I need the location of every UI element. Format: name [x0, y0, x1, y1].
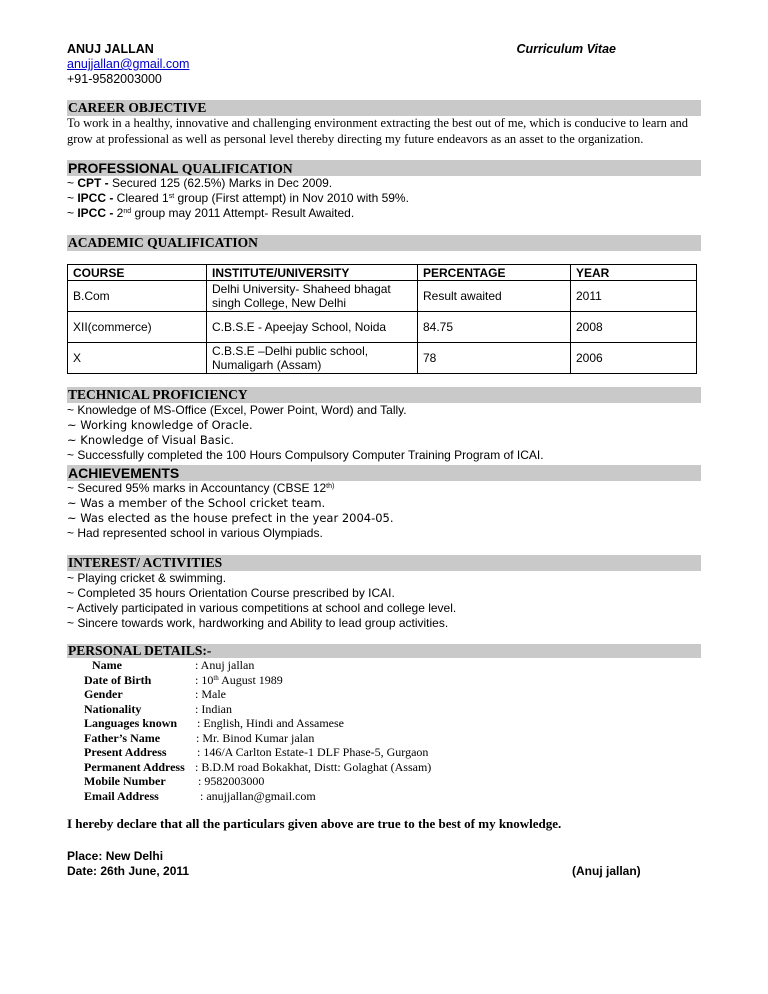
achievements-heading: ACHIEVEMENTS [67, 465, 701, 481]
table-cell: Delhi University- Shaheed bhagat singh College, New Delhi [207, 281, 418, 312]
technical-proficiency-heading: TECHNICAL PROFICIENCY [67, 387, 701, 403]
table-cell: 78 [418, 343, 571, 374]
detail-label: Date of Birth [84, 672, 152, 687]
footer [67, 849, 701, 879]
table-row [68, 312, 697, 343]
detail-label: Languages known [84, 716, 178, 730]
table-cell: B.Com [68, 281, 207, 312]
detail-row [67, 673, 701, 688]
resume-page [67, 42, 701, 879]
column-header: YEAR [571, 265, 697, 281]
detail-value: : B.D.M road Bokakhat, Distt: Golaghat (Assam) [195, 759, 432, 774]
personal-details [67, 658, 701, 803]
detail-row [67, 731, 701, 746]
list-item: ~ Knowledge of MS-Office (Excel, Power Point, Word) and Tally. [67, 403, 407, 417]
column-header: PERCENTAGE [418, 265, 571, 281]
table-cell: C.B.S.E –Delhi public school, Numaligarh (Assam) [207, 343, 418, 374]
list-item: ~ Secured 95% marks in Accountancy (CBSE $12^{th)}$ [67, 481, 335, 495]
detail-label: Gender [84, 687, 123, 701]
academic-qualification-heading: ACADEMIC QUALIFICATION [67, 235, 701, 251]
place-text: Place: New Delhi [67, 849, 164, 863]
interest-activities-heading: INTEREST/ ACTIVITIES [67, 555, 701, 571]
list-item: ~ Successfully completed the 100 Hours Compulsory Computer Training Program of ICAI. [67, 448, 544, 462]
header-row [67, 42, 701, 57]
document-title: Curriculum Vitae [516, 42, 616, 56]
signature-name: (Anuj jallan) [572, 864, 641, 878]
career-objective-text: To work in a healthy, innovative and challenging environment extracting the best out of me, which is conducive to learn and grow at professional as well as personal level thereby directing my future endeavors as an asset to the organization. [67, 116, 689, 146]
table-cell: 2006 [571, 343, 697, 374]
list-item: ~ Working knowledge of Oracle. [67, 418, 253, 432]
detail-row [67, 658, 701, 673]
date-row [67, 864, 701, 879]
detail-value: : Indian [195, 701, 232, 716]
detail-row [67, 774, 701, 789]
detail-row [67, 789, 701, 804]
detail-label: Mobile Number [84, 774, 166, 788]
detail-value: : 9582003000 [198, 774, 265, 788]
detail-value: : Mr. Binod Kumar jalan [196, 730, 315, 745]
table-row [68, 343, 697, 374]
table-cell: 2008 [571, 312, 697, 343]
table-cell: C.B.S.E - Apeejay School, Noida [207, 312, 418, 343]
list-item: ~ Knowledge of Visual Basic. [67, 433, 234, 447]
column-header: COURSE [68, 265, 207, 281]
detail-row [67, 745, 701, 760]
detail-row [67, 760, 701, 775]
phone-number: +91-9582003000 [67, 72, 162, 86]
table-cell: XII(commerce) [68, 312, 207, 343]
detail-value: : Male [195, 687, 226, 701]
list-item: ~ Was elected as the house prefect in the year 2004-05. [67, 511, 394, 525]
table-cell: 2011 [571, 281, 697, 312]
list-item: ~ Was a member of the School cricket team. [67, 496, 326, 510]
detail-row [67, 687, 701, 702]
email-link[interactable]: anujjallan@gmail.com [67, 57, 190, 71]
detail-label: Name [92, 658, 122, 672]
list-item: ~ Playing cricket & swimming. [67, 571, 227, 585]
detail-value: : 146/A Carlton Estate-1 DLF Phase-5, Gurgaon [197, 745, 429, 759]
detail-label: Father’s Name [84, 730, 161, 745]
detail-value: : 10th August 1989 [195, 672, 283, 687]
detail-value: : English, Hindi and Assamese [197, 716, 344, 730]
detail-label: Nationality [84, 701, 142, 716]
professional-qualification-heading [67, 160, 701, 176]
detail-value: : anujjallan@gmail.com [200, 788, 316, 803]
table-row [68, 281, 697, 312]
detail-label: Permanent Address [84, 759, 185, 774]
table-cell: Result awaited [418, 281, 571, 312]
candidate-name: ANUJ JALLAN [67, 42, 154, 56]
qualification-item: ~ CPT - Secured 125 (62.5%) Marks in Dec 2009. [67, 176, 333, 190]
list-item: ~ Completed 35 hours Orientation Course prescribed by ICAI. [67, 586, 395, 600]
detail-row [67, 716, 701, 731]
detail-row [67, 702, 701, 717]
heading-part: PROFESSIONAL [68, 160, 179, 176]
table-cell: 84.75 [418, 312, 571, 343]
detail-value: : Anuj jallan [195, 658, 255, 672]
list-item: ~ Actively participated in various competitions at school and college level. [67, 601, 457, 615]
declaration-text: I hereby declare that all the particulars given above are true to the best of my knowledge. [67, 816, 562, 831]
column-header: INSTITUTE/UNIVERSITY [207, 265, 418, 281]
qualification-item: ~ IPCC - Cleared 1st group (First attempt) in Nov 2010 with 59%. [67, 191, 409, 205]
academic-table [67, 264, 697, 374]
detail-label: Email Address [84, 788, 159, 803]
qualification-item: ~ IPCC - 2nd group may 2011 Attempt- Result Awaited. [67, 206, 355, 220]
detail-label: Present Address [84, 745, 167, 759]
personal-details-heading: PERSONAL DETAILS:- [67, 644, 701, 658]
career-objective-heading: CAREER OBJECTIVE [67, 100, 701, 116]
table-header-row [68, 265, 697, 281]
list-item: ~ Sincere towards work, hardworking and Ability to lead group activities. [67, 616, 449, 630]
list-item: ~ Had represented school in various Olympiads. [67, 526, 323, 540]
date-text: Date: 26th June, 2011 [67, 864, 190, 878]
table-cell: X [68, 343, 207, 374]
heading-part: QUALIFICATION [178, 161, 293, 176]
